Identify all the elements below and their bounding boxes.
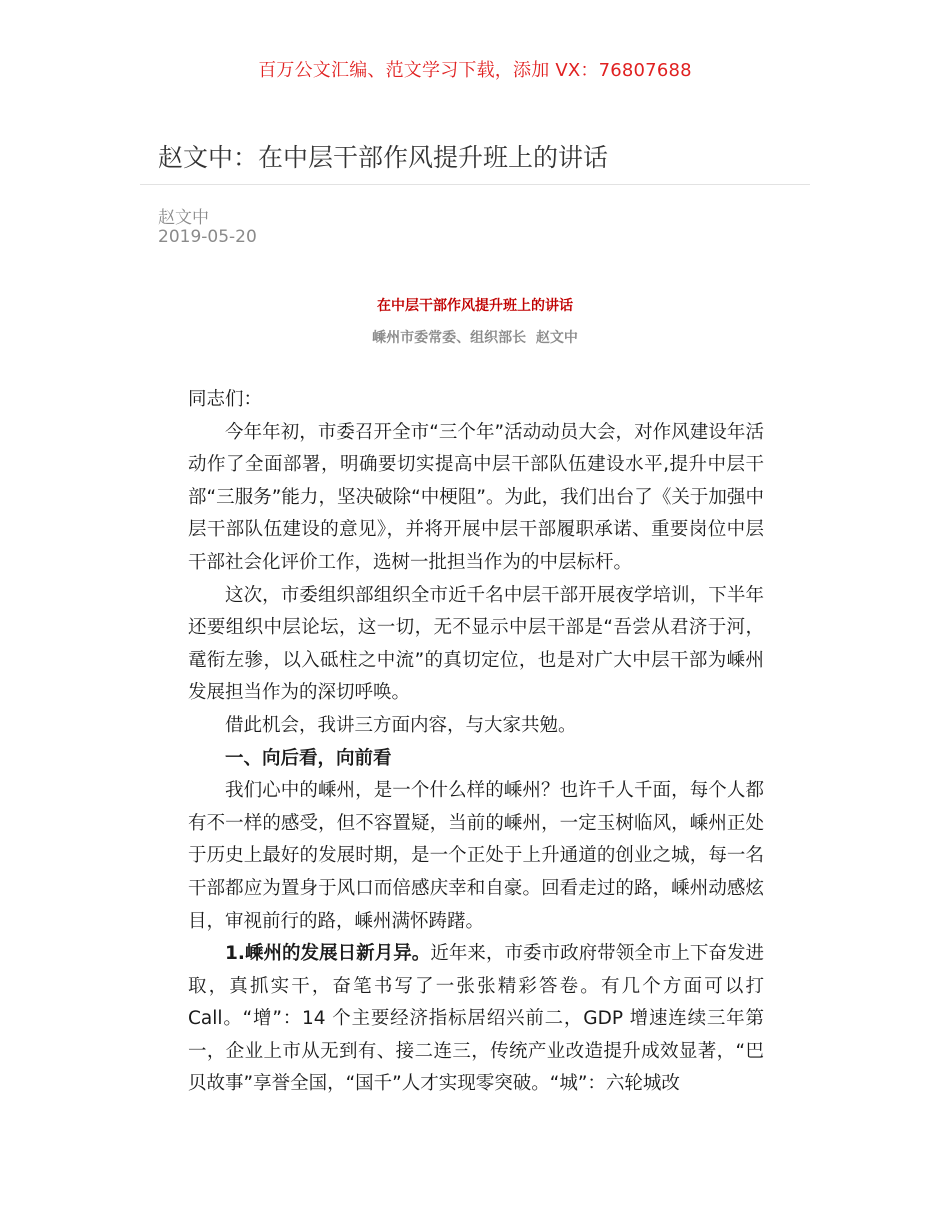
page-title: 赵文中：在中层干部作风提升班上的讲话 bbox=[158, 143, 609, 172]
paragraph: 我们心中的嵊州，是一个什么样的嵊州？也许千人千面，每个人都有不一样的感受，但不容置疑，当前的嵊州，一定玉树临风，嵊州正处于历史上最好的发展时期，是一个正处于上升通道的创业之城，每一名干部都应为置身于风口而倍感庆幸和自豪。回看走过的路，嵊州动感炫目，审视前行的路，嵊州满怀踌躇。 bbox=[188, 780, 764, 932]
article-title: 在中层干部作风提升班上的讲话 bbox=[377, 298, 573, 314]
section-heading: 一、向后看，向前看 bbox=[225, 747, 392, 769]
author-name: 赵文中 bbox=[158, 208, 209, 228]
promo-banner: 百万公文汇编、范文学习下载，添加 VX：76807688 bbox=[258, 60, 692, 81]
paragraph-text: 近年来，市委市政府带领全市上下奋发进取，真抓实干，奋笔书写了一张张精彩答卷。有几个方面可以打Call。“增”：14 个主要经济指标居绍兴前二，GDP 增速连续三年第一，企业上市从无到有、接二连三，传统产业改造提升成效显著，“巴贝故事”享誉全国，“国千”人才实现零突破。“城”：六轮城改 bbox=[188, 943, 764, 1095]
article-body bbox=[188, 384, 764, 1101]
paragraph: 今年年初，市委召开全市“三个年”活动动员大会，对作风建设年活动作了全面部署，明确要切实提高中层干部队伍建设水平,提升中层干部“三服务”能力，坚决破除“中梗阻”。为此，我们出台了《关于加强中层干部队伍建设的意见》，并将开展中层干部履职承诺、重要岗位中层干部社会化评价工作，选树一批担当作为的中层标杆。 bbox=[188, 421, 764, 573]
paragraph bbox=[188, 938, 764, 1101]
title-divider bbox=[140, 184, 810, 185]
article-subtitle: 嵊州市委常委、组织部长 赵文中 bbox=[372, 330, 578, 346]
paragraph: 借此机会，我讲三方面内容，与大家共勉。 bbox=[225, 714, 577, 736]
subsection-lead: 1.嵊州的发展日新月异。 bbox=[225, 943, 431, 965]
greeting: 同志们： bbox=[188, 389, 263, 410]
paragraph: 这次，市委组织部组织全市近千名中层干部开展夜学培训，下半年还要组织中层论坛，这一切，无不显示中层干部是“吾尝从君济于河，鼋衔左骖，以入砥柱之中流”的真切定位，也是对广大中层干部为嵊州发展担当作为的深切呼唤。 bbox=[188, 584, 764, 704]
publish-date: 2019-05-20 bbox=[158, 227, 257, 247]
